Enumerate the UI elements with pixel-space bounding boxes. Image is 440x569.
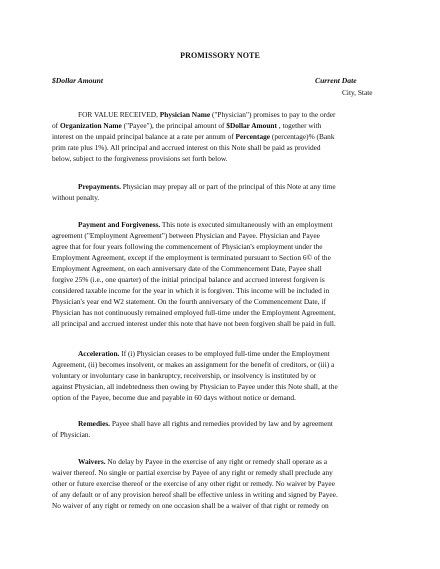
section-line: option of the Payee, become due and payable in 60 days without notice or demand. bbox=[52, 393, 296, 402]
section-line: Acceleration. If (i) Physician ceases to be employed full-time under the Employment bbox=[78, 349, 330, 358]
intro-paragraph bbox=[52, 109, 390, 164]
physician-name-field: Physician Name bbox=[159, 110, 211, 119]
section-line: forgive 25% (i.e., one quarter) of the initial principal balance and accrued interest forgiven is bbox=[52, 275, 325, 284]
section-line: Waivers. No delay by Payee in the exercise of any right or remedy shall operate as a bbox=[78, 457, 327, 466]
organization-name-field: Organization Name bbox=[59, 121, 122, 130]
section-line: Prepayments. Physician may prepay all or part of the principal of this Note at any time bbox=[78, 182, 336, 191]
intro-line-5: below, subject to the forgiveness provisions set forth below. bbox=[52, 154, 228, 163]
section-line: Physician's year end W2 statement. On the fourth anniversary of the Commencement Date, if bbox=[52, 297, 326, 306]
section-waivers bbox=[52, 456, 390, 511]
section-line: of Physician. bbox=[52, 430, 91, 439]
section-line: all principal and accrued interest under this note that have not been forgiven shall be paid in full. bbox=[52, 319, 336, 328]
section-line: agree that for four years following the commencement of Physician's employment under the bbox=[52, 242, 323, 251]
header-location: City, State bbox=[342, 88, 373, 97]
section-line: without penalty. bbox=[52, 193, 100, 202]
section-prepayments bbox=[52, 181, 390, 203]
intro-line-4: prim rate plus 1%). All principal and accrued interest on this Note shall be paid as provided bbox=[52, 143, 321, 152]
intro-line-3: interest on the unpaid principal balance at a rate per annum of Percentage (percentage)% (Bank bbox=[52, 132, 335, 141]
section-line: Agreement, (ii) becomes insolvent, or makes an assignment for the benefit of creditors, or (iii) a bbox=[52, 360, 335, 369]
intro-line-2: of Organization Name ("Payee"), the principal amount of $Dollar Amount , together with bbox=[52, 121, 322, 130]
section-line: against Physician, all indebtedness then owing by Physician to Payee under this Note shall, at the bbox=[52, 382, 338, 391]
section-heading: Acceleration. bbox=[78, 349, 120, 358]
section-line: No waiver of any right or remedy on one occasion shall be a waiver of that right or remedy on bbox=[52, 501, 329, 510]
section-heading: Remedies. bbox=[78, 419, 111, 428]
percentage-field: Percentage bbox=[235, 132, 271, 141]
section-heading: Waivers. bbox=[78, 457, 106, 466]
section-line: Payment and Forgiveness. This note is executed simultaneously with an employment bbox=[78, 220, 333, 229]
intro-line-1: FOR VALUE RECEIVED, Physician Name ("Physician") promises to pay to the order bbox=[78, 110, 336, 119]
header-date: Current Date bbox=[315, 76, 357, 85]
header-amount: $Dollar Amount bbox=[52, 76, 103, 85]
section-line: Employment Agreement, except if the employment is terminated pursuant to Section 6© of the bbox=[52, 253, 331, 262]
section-line: Remedies. Payee shall have all rights and remedies provided by law and by agreement bbox=[78, 419, 333, 428]
section-acceleration bbox=[52, 348, 390, 403]
section-line: voluntary or involuntary case in bankruptcy, receivership, or insolvency is instituted by or bbox=[52, 371, 317, 380]
dollar-amount-field: $Dollar Amount bbox=[226, 121, 277, 130]
document-title: PROMISSORY NOTE bbox=[180, 51, 260, 60]
section-line: agreement ("Employment Agreement") between Physician and Payee. Physician and Payee bbox=[52, 231, 320, 240]
section-payment-forgiveness bbox=[52, 219, 390, 329]
section-heading: Prepayments. bbox=[78, 182, 121, 191]
section-line: Employment Agreement, on each anniversary date of the Commencement Date, Payee shall bbox=[52, 264, 322, 273]
section-heading: Payment and Forgiveness. bbox=[78, 220, 161, 229]
section-line: waiver thereof. No single or partial exercise by Payee of any right or remedy shall preclude any bbox=[52, 468, 333, 477]
section-line: of any default or of any provision hereof shall be effective unless in writing and signed by Payee. bbox=[52, 490, 338, 499]
section-line: other or future exercise thereof or the exercise of any other right or remedy. No waiver by Payee bbox=[52, 479, 335, 488]
section-line: Physician has not continuously remained employed full-time under the Employment Agreement, bbox=[52, 308, 336, 317]
section-line: considered taxable income for the year in which it is forgiven. This income will be included in bbox=[52, 286, 330, 295]
section-remedies bbox=[52, 418, 390, 440]
